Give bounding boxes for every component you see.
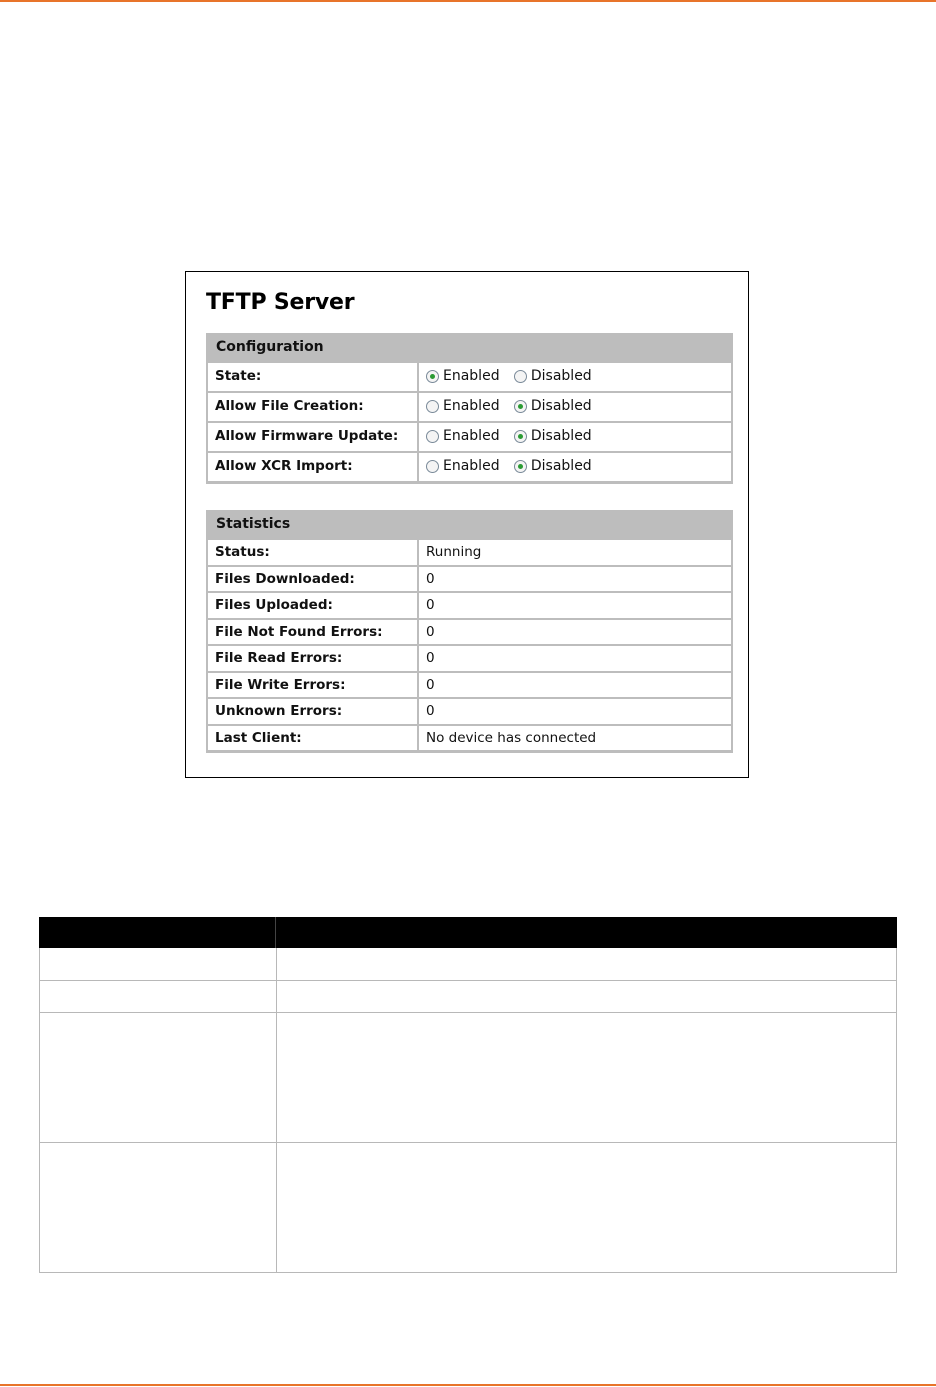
stats-value: 0 <box>419 593 731 618</box>
page-title: TFTP Server <box>206 290 355 315</box>
stats-row <box>208 673 731 698</box>
stats-label: File Write Errors: <box>208 673 417 698</box>
config-value <box>419 453 731 481</box>
stats-value: No device has connected <box>419 726 731 751</box>
stats-row <box>208 567 731 592</box>
config-label: Allow File Creation: <box>208 393 417 421</box>
stats-row <box>208 726 731 751</box>
stats-label: Status: <box>208 540 417 565</box>
stats-label: Files Uploaded: <box>208 593 417 618</box>
file-creation-enabled-radio[interactable]: Enabled <box>426 393 500 419</box>
stats-label: File Not Found Errors: <box>208 620 417 645</box>
stats-row <box>208 699 731 724</box>
state-disabled-radio[interactable]: Disabled <box>514 363 592 389</box>
header-divider <box>275 917 276 948</box>
configuration-heading: Configuration <box>216 339 324 355</box>
stats-row <box>208 620 731 645</box>
config-value <box>419 423 731 451</box>
stats-value: Running <box>419 540 731 565</box>
state-enabled-radio[interactable]: Enabled <box>426 363 500 389</box>
file-creation-disabled-radio[interactable]: Disabled <box>514 393 592 419</box>
stats-value: 0 <box>419 567 731 592</box>
tftp-server-screenshot <box>185 271 749 778</box>
stats-label: Last Client: <box>208 726 417 751</box>
firmware-update-enabled-radio[interactable]: Enabled <box>426 423 500 449</box>
config-row-allow-xcr-import <box>208 453 731 481</box>
top-accent-rule <box>0 0 936 2</box>
stats-label: File Read Errors: <box>208 646 417 671</box>
xcr-import-disabled-radio[interactable]: Disabled <box>514 453 592 479</box>
statistics-heading: Statistics <box>216 516 291 532</box>
bottom-accent-rule <box>0 1384 936 1386</box>
radio-unselected-icon <box>514 370 527 383</box>
radio-unselected-icon <box>426 430 439 443</box>
config-row-allow-file-creation <box>208 393 731 421</box>
table-row <box>39 948 897 981</box>
column-divider <box>276 981 277 1012</box>
stats-label: Files Downloaded: <box>208 567 417 592</box>
column-divider <box>276 948 277 980</box>
stats-value: 0 <box>419 699 731 724</box>
stats-row <box>208 593 731 618</box>
settings-table-header <box>39 917 897 948</box>
config-label: Allow XCR Import: <box>208 453 417 481</box>
radio-selected-icon <box>426 370 439 383</box>
table-row <box>39 981 897 1013</box>
stats-value: 0 <box>419 646 731 671</box>
column-divider <box>276 1143 277 1272</box>
stats-value: 0 <box>419 673 731 698</box>
config-row-allow-firmware-update <box>208 423 731 451</box>
xcr-import-enabled-radio[interactable]: Enabled <box>426 453 500 479</box>
table-row <box>39 1013 897 1143</box>
radio-selected-icon <box>514 460 527 473</box>
radio-selected-icon <box>514 430 527 443</box>
stats-label: Unknown Errors: <box>208 699 417 724</box>
config-value <box>419 393 731 421</box>
config-label: Allow Firmware Update: <box>208 423 417 451</box>
stats-value: 0 <box>419 620 731 645</box>
stats-row <box>208 646 731 671</box>
config-value <box>419 363 731 391</box>
radio-unselected-icon <box>426 400 439 413</box>
column-divider <box>276 1013 277 1142</box>
config-label: State: <box>208 363 417 391</box>
configuration-group <box>206 333 733 484</box>
statistics-group <box>206 510 733 753</box>
firmware-update-disabled-radio[interactable]: Disabled <box>514 423 592 449</box>
radio-selected-icon <box>514 400 527 413</box>
radio-unselected-icon <box>426 460 439 473</box>
table-row <box>39 1143 897 1273</box>
config-row-state <box>208 363 731 391</box>
stats-row <box>208 540 731 565</box>
